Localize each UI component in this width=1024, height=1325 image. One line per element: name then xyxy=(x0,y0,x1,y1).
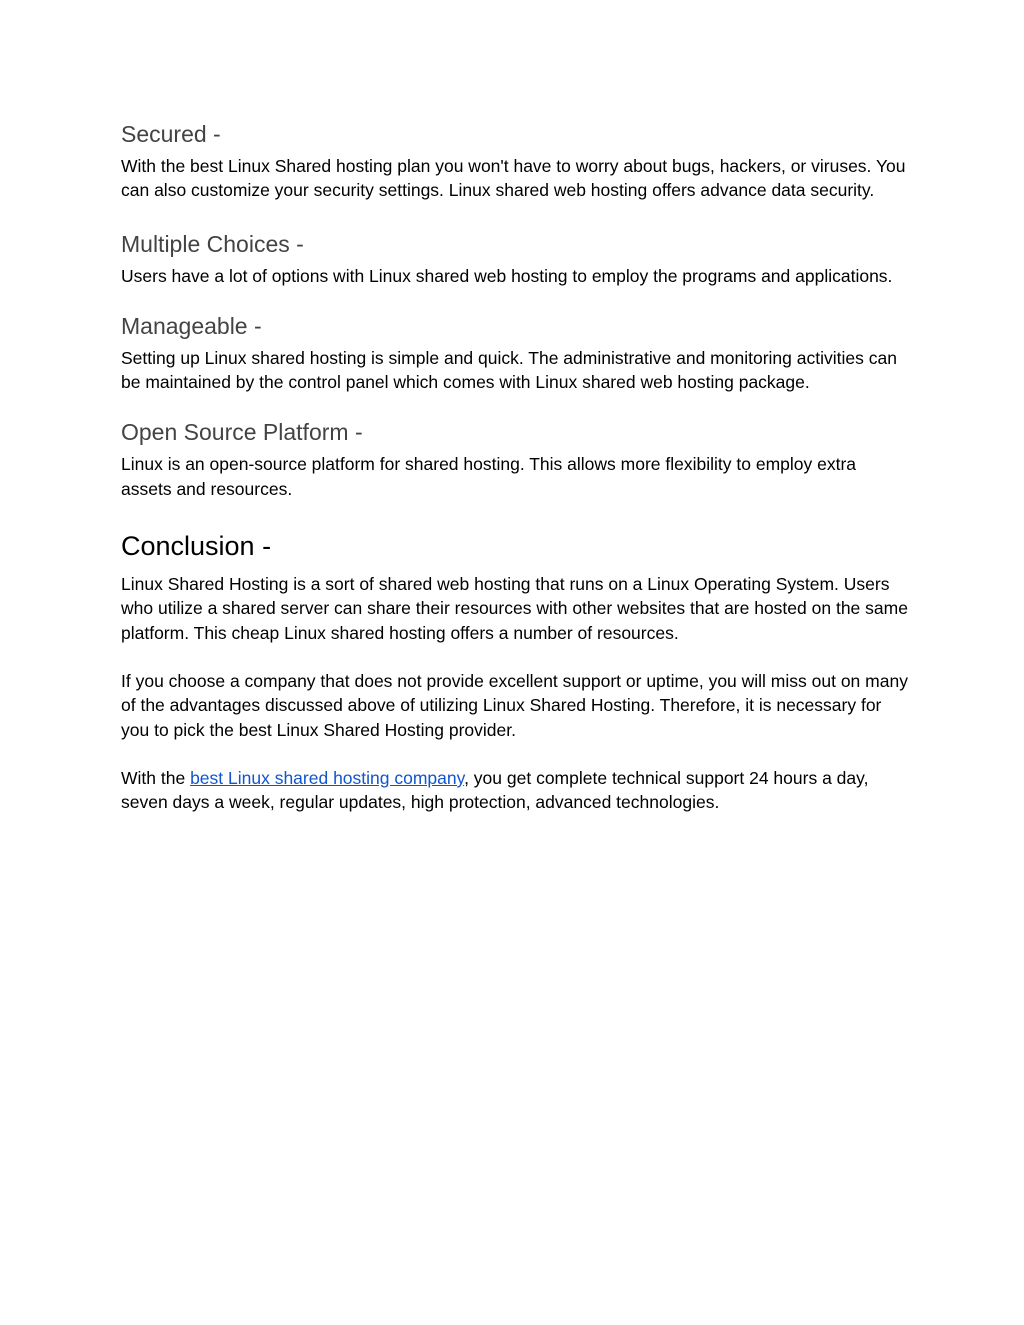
section-conclusion xyxy=(121,528,911,814)
section-body-multiple-choices: Users have a lot of options with Linux shared web hosting to employ the programs and applications. xyxy=(121,265,893,286)
section-body-manageable: Setting up Linux shared hosting is simple and quick. The administrative and monitoring activities can be maintained by the control panel which comes with Linux shared web hosting package. xyxy=(121,347,897,393)
conclusion-paragraph-3-lead: With the xyxy=(121,767,191,788)
conclusion-paragraph-2: If you choose a company that does not provide excellent support or uptime, you will miss out on many of the advantages discussed above of utilizing Linux Shared Hosting. Therefore, it is necessary for you to pick the best Linux Shared Hosting provider. xyxy=(121,670,908,740)
document-page xyxy=(121,118,911,814)
conclusion-paragraph-3 xyxy=(121,766,911,815)
conclusion-paragraph-3-tail: , you get complete technical support 24 hours a day, seven days a week, regular updates, high protection, advanced technologies. xyxy=(121,767,869,813)
conclusion-paragraph-1: Linux Shared Hosting is a sort of shared web hosting that runs on a Linux Operating System. Users who utilize a shared server can share their resources with other websites that are hosted on the same platform. This cheap Linux shared hosting offers a number of resources. xyxy=(121,574,908,643)
section-manageable xyxy=(121,310,911,395)
best-linux-hosting-link[interactable]: best Linux shared hosting company xyxy=(190,767,465,788)
section-secured xyxy=(121,118,911,203)
section-heading-open-source-platform: Open Source Platform - xyxy=(121,419,363,446)
section-heading-secured: Secured - xyxy=(121,121,221,147)
section-body-open-source-platform: Linux is an open-source platform for shared hosting. This allows more flexibility to employ extra assets and resources. xyxy=(121,454,857,499)
section-open-source-platform xyxy=(121,416,911,501)
section-heading-multiple-choices: Multiple Choices - xyxy=(121,230,304,257)
section-heading-manageable: Manageable - xyxy=(121,312,262,339)
conclusion-heading: Conclusion - xyxy=(121,531,272,562)
section-body-secured: With the best Linux Shared hosting plan you won't have to worry about bugs, hackers, or viruses. You can also customize your security settings. Linux shared web hosting offers advance data security. xyxy=(121,156,906,201)
section-multiple-choices xyxy=(121,228,911,288)
